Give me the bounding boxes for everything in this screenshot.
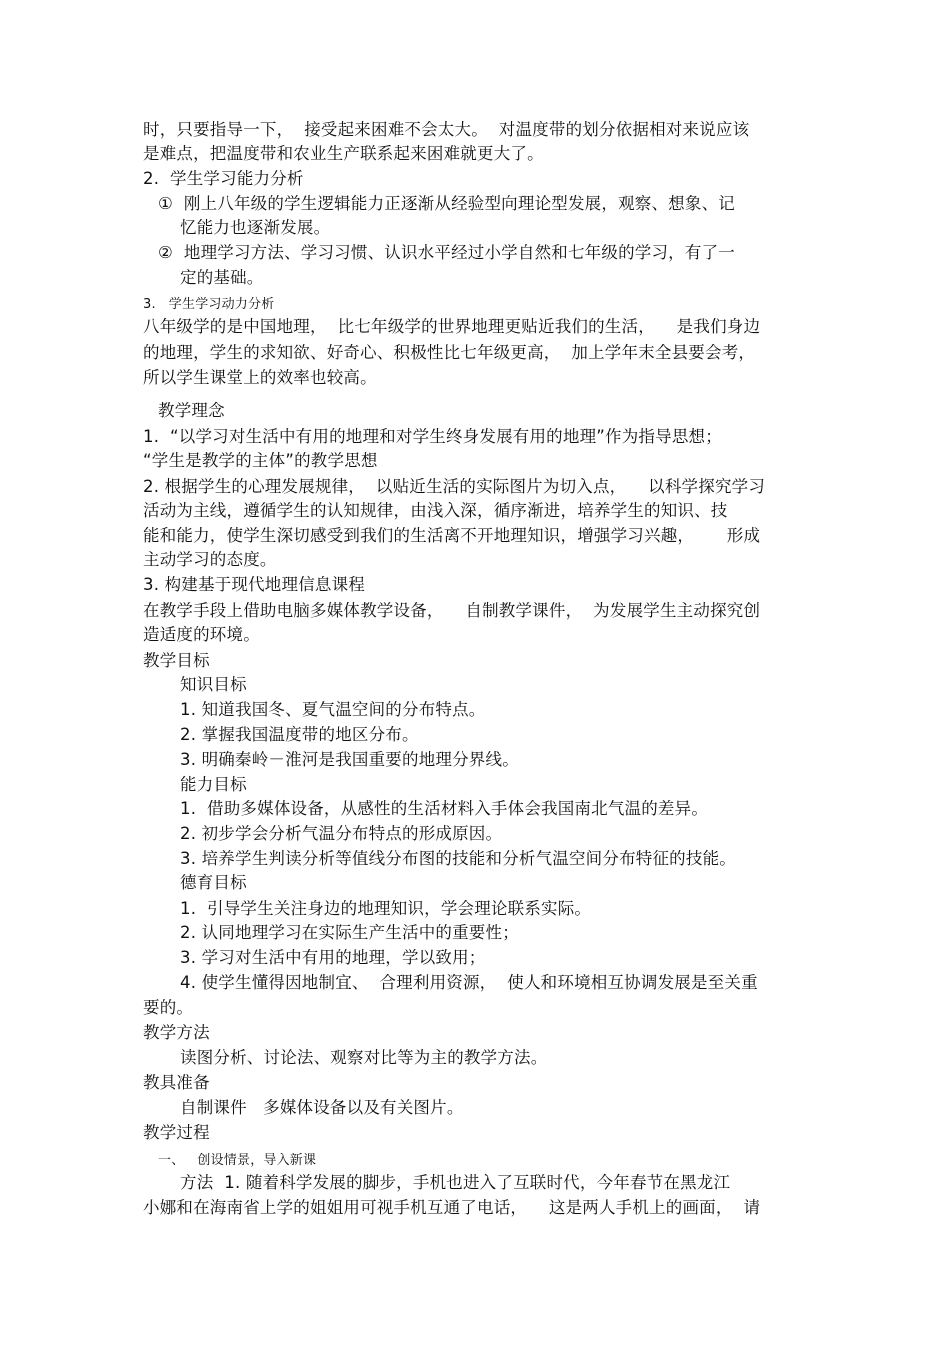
list-item-continuation: 定的基础。 [180, 268, 264, 287]
paragraph-line: “学生是教学的主体”的教学思想 [143, 451, 378, 470]
paragraph-line: 是难点，把温度带和农业生产联系起来困难就更大了。 [143, 144, 544, 163]
subsection-heading: 德育目标 [180, 873, 247, 892]
list-item-continuation: 要的。 [143, 998, 194, 1017]
section-heading: 2. 学生学习能力分析 [143, 169, 304, 188]
subsection-heading: 知识目标 [180, 675, 247, 694]
list-item: 3. 培养学生判读分析等值线分布图的技能和分析气温空间分布特征的技能。 [180, 849, 736, 868]
paragraph-line: 活动为主线，遵循学生的认知规律，由浅入深，循序渐进，培养学生的知识、技 [143, 501, 728, 520]
section-heading: 3. 学生学习动力分析 [143, 297, 275, 312]
section-heading: 教学理念 [158, 401, 225, 420]
list-item: 1. 知道我国冬、夏气温空间的分布特点。 [180, 700, 486, 719]
list-item: 3. 明确秦岭－淮河是我国重要的地理分界线。 [180, 750, 519, 769]
paragraph-line: 能和能力，使学生深切感受到我们的生活离不开地理知识，增强学习兴趣， 形成 [143, 526, 761, 545]
subsection-heading: 能力目标 [180, 775, 247, 794]
paragraph-line: 所以学生课堂上的效率也较高。 [143, 368, 377, 387]
paragraph-line: 2. 根据学生的心理发展规律， 以贴近生活的实际图片为切入点， 以科学探究学习 [143, 477, 766, 496]
section-heading: 教学目标 [143, 651, 210, 670]
subsection-heading: 一、 创设情景，导入新课 [158, 1153, 317, 1168]
list-item: 2. 初步学会分析气温分布特点的形成原因。 [180, 824, 503, 843]
paragraph-line: 自制课件 多媒体设备以及有关图片。 [180, 1098, 464, 1117]
paragraph-line: 时，只要指导一下， 接受起来困难不会太大。 对温度带的划分依据相对来说应该 [143, 120, 750, 139]
paragraph-line: 的地理，学生的求知欲、好奇心、积极性比七年级更高， 加上学年末全县要会考， [143, 343, 756, 362]
list-item: 1. 引导学生关注身边的地理知识，学会理论联系实际。 [180, 899, 592, 918]
list-item: ① 刚上八年级的学生逻辑能力正逐渐从经验型向理论型发展，观察、想象、记 [158, 194, 735, 213]
paragraph-line: 1. “以学习对生活中有用的地理和对学生终身发展有用的地理”作为指导思想； [143, 427, 722, 446]
list-item: 1. 借助多媒体设备，从感性的生活材料入手体会我国南北气温的差异。 [180, 799, 709, 818]
paragraph-line: 主动学习的态度。 [143, 550, 277, 569]
list-item: 2. 掌握我国温度带的地区分布。 [180, 725, 419, 744]
list-item: 4. 使学生懂得因地制宜、 合理利用资源， 使人和环境相互协调发展是至关重 [180, 973, 758, 992]
list-item: 2. 认同地理学习在实际生产生活中的重要性； [180, 923, 519, 942]
paragraph-line: 八年级学的是中国地理， 比七年级学的世界地理更贴近我们的生活， 是我们身边 [143, 317, 761, 336]
paragraph-line: 3. 构建基于现代地理信息课程 [143, 575, 365, 594]
list-item: 3. 学习对生活中有用的地理，学以致用； [180, 948, 486, 967]
section-heading: 教具准备 [143, 1073, 210, 1092]
section-heading: 教学方法 [143, 1023, 210, 1042]
paragraph-line: 方法 1. 随着科学发展的脚步，手机也进入了互联时代，今年春节在黑龙江 [180, 1173, 731, 1192]
list-item: ② 地理学习方法、学习习惯、认识水平经过小学自然和七年级的学习，有了一 [158, 243, 735, 262]
paragraph-line: 造适度的环境。 [143, 625, 260, 644]
paragraph-line: 在教学手段上借助电脑多媒体教学设备， 自制教学课件， 为发展学生主动探究创 [143, 601, 761, 620]
section-heading: 教学过程 [143, 1123, 210, 1142]
paragraph-line: 小娜和在海南省上学的姐姐用可视手机互通了电话， 这是两人手机上的画面， 请 [143, 1198, 761, 1217]
list-item-continuation: 忆能力也逐渐发展。 [180, 218, 331, 237]
paragraph-line: 读图分析、讨论法、观察对比等为主的教学方法。 [180, 1048, 548, 1067]
